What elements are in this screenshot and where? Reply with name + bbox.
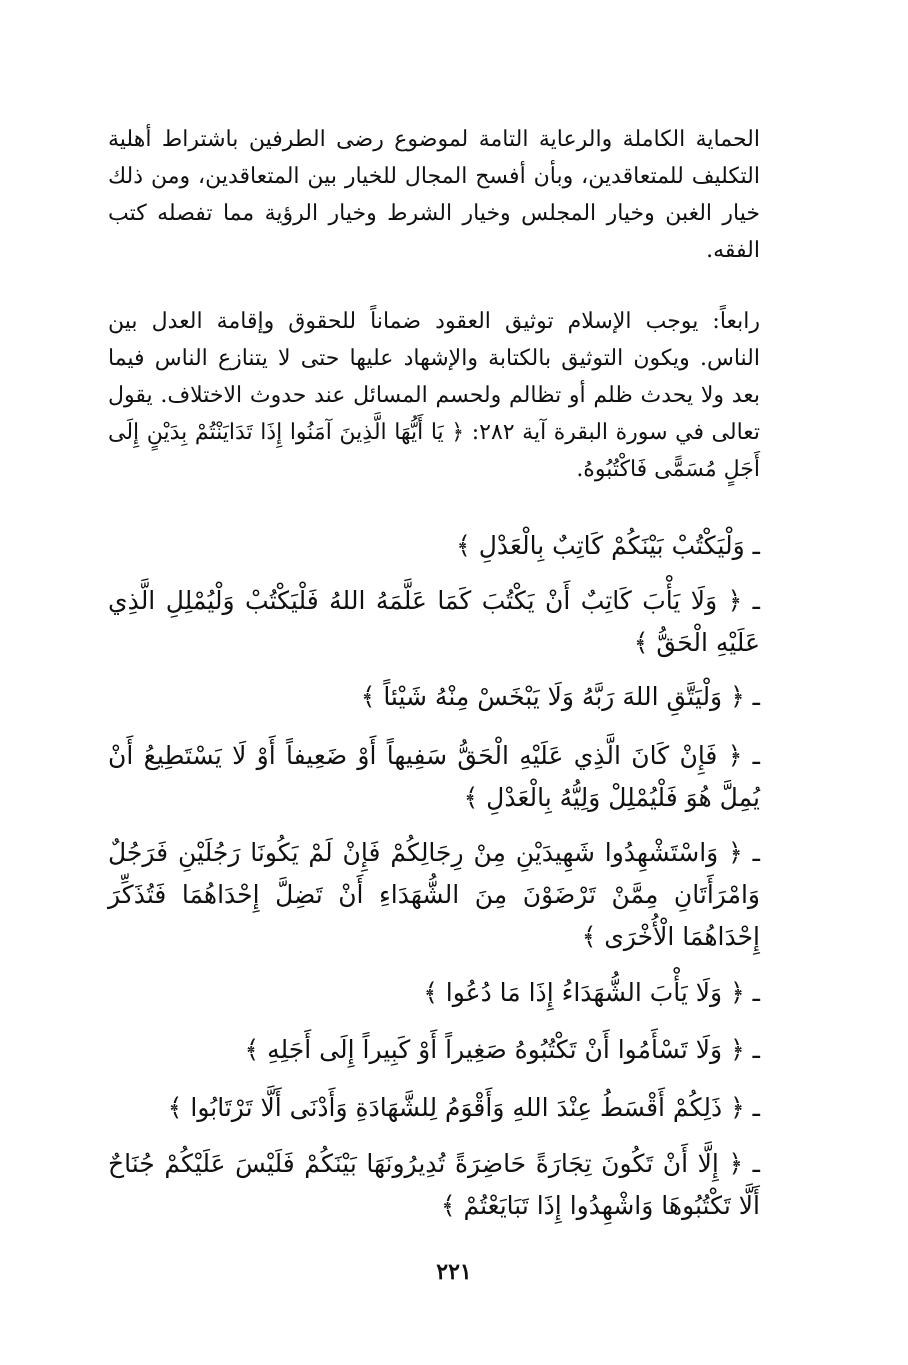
verse-line: ـ ﴿ وَلَا يَأْبَ الشُّهَدَاءُ إِذَا مَا دُعُوا ﴾ bbox=[423, 978, 760, 1007]
verse-line: ـ ﴿ وَلَا تَسْأَمُوا أَنْ تَكْتُبُوهُ صَغِيراً أَوْ كَبِيراً إِلَى أَجَلِهِ ﴾ bbox=[244, 1035, 760, 1064]
page-number: ٢٢١ bbox=[436, 1259, 472, 1285]
paragraph-rights-protection: الحماية الكاملة والرعاية التامة لموضوع رضى الطرفين باشتراط أهلية التكليف للمتعاقدين، وبأن أفسح المجال للخيار بين المتعاقدين، ومن ذلك خيار الغبن وخيار المجلس وخيار الشرط وخيار الرؤية مما تفصله كتب الفقه. bbox=[108, 127, 760, 263]
verse-line: ـ ﴿ إِلَّا أَنْ تَكُونَ تِجَارَةً حَاضِرَةً تُدِيرُونَهَا بَيْنَكُمْ فَلَيْسَ عَلَيْكُمْ جُنَاحٌ أَلَّا تَكْتُبُوهَا وَاشْهِدُوا إِذَا تَبَايَعْتُمْ ﴾ bbox=[108, 1149, 760, 1220]
verse-line: ـ ﴿ وَلَا يَأْبَ كَاتِبٌ أَنْ يَكْتُبَ كَمَا عَلَّمَهُ اللهُ فَلْيَكْتُبْ وَلْيُمْلِلِ الَّذِي عَلَيْهِ الْحَقُّ ﴾ bbox=[108, 586, 760, 657]
verse-line: ـ ﴿ فَإِنْ كَانَ الَّذِي عَلَيْهِ الْحَقُّ سَفِيهاً أَوْ ضَعِيفاً أَوْ لَا يَسْتَطِيعُ أَنْ يُمِلَّ هُوَ فَلْيُمْلِلْ وَلِيُّهُ بِالْعَدْلِ ﴾ bbox=[108, 741, 760, 812]
verse-line: ـ ﴿ ذَلِكُمْ أَقْسَطُ عِنْدَ اللهِ وَأَقْوَمُ لِلشَّهَادَةِ وَأَدْنَى أَلَّا تَرْتَابُوا ﴾ bbox=[167, 1093, 760, 1122]
paragraph-contract-documentation: رابعاً: يوجب الإسلام توثيق العقود ضماناً للحقوق وإقامة العدل بين الناس. ويكون التوثيق بالكتابة والإشهاد عليها حتى لا يتنازع الناس فيما بعد ولا يحدث ظلم أو تظالم ولحسم المسائل عند حدوث الاختلاف. يقول تعالى في سورة البقرة آية ٢٨٢: ﴿ يَا أَيُّهَا الَّذِينَ آمَنُوا إِذَا تَدَايَنْتُمْ بِدَيْنٍ إِلَى أَجَلٍ مُسَمًّى فَاكْتُبُوهُ. bbox=[108, 309, 761, 482]
verse-line: ـ وَلْيَكْتُبْ بَيْنَكُمْ كَاتِبٌ بِالْعَدْلِ ﴾ bbox=[456, 531, 760, 560]
verse-line: ـ ﴿ وَلْيَتَّقِ اللهَ رَبَّهُ وَلَا يَبْخَسْ مِنْهُ شَيْئاً ﴾ bbox=[360, 682, 760, 711]
verse-line: ـ ﴿ وَاسْتَشْهِدُوا شَهِيدَيْنِ مِنْ رِجَالِكُمْ فَإِنْ لَمْ يَكُونَا رَجُلَيْنِ فَرَجُلٌ وَامْرَأَتَانِ مِمَّنْ تَرْضَوْنَ مِنَ الشُّهَدَاءِ أَنْ تَضِلَّ إِحْدَاهُمَا فَتُذَكِّرَ إِحْدَاهُمَا الْأُخْرَى ﴾ bbox=[108, 838, 760, 951]
